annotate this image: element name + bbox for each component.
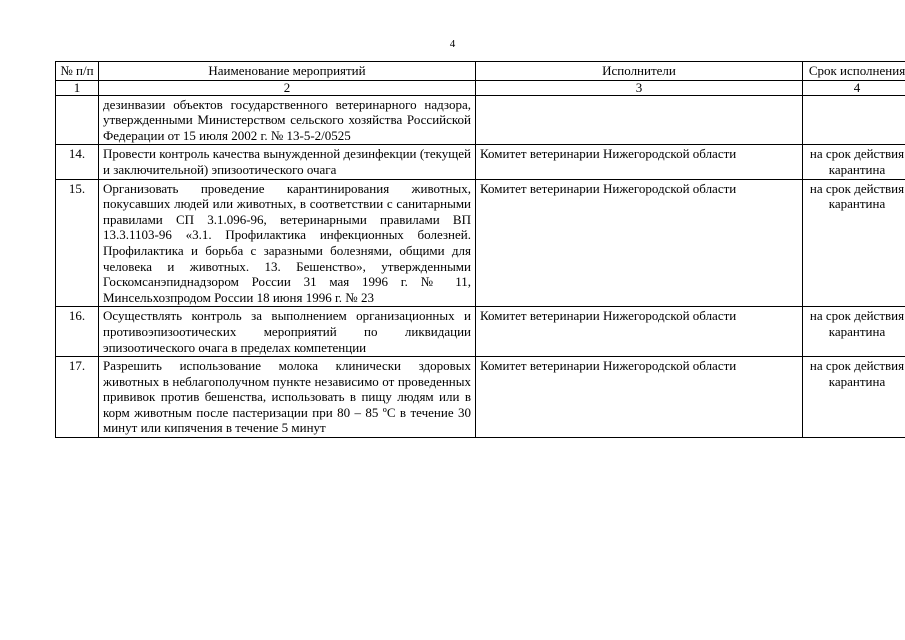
column-number: 3 xyxy=(476,80,803,95)
row-measure: Организовать проведение карантинирования животных, покусавших людей или животных, в соответствии с санитарными правилами СП 3.1.096-96, ветеринарными правилами ВП 13.3.1103-96 «3.1. Профилактика инфекционных болезней. Профилактика и борьба с заразными болезнями, общими для человека и животных. 13. Бешенство», утвержденными Госкомсанэпиднадзором России 31 мая 1996 г. № 11, Минсельхозпродом России 18 июня 1996 г. № 23 xyxy=(99,179,476,307)
row-measure: Провести контроль качества вынужденной дезинфекции (текущей и заключительной) эпизоотического очага xyxy=(99,145,476,179)
row-executor: Комитет ветеринарии Нижегородской области xyxy=(476,179,803,307)
row-number: 16. xyxy=(56,307,99,357)
row-number xyxy=(56,95,99,145)
header-deadline: Срок исполнения xyxy=(803,62,905,81)
page-number: 4 xyxy=(449,38,456,50)
table-row xyxy=(56,145,905,179)
row-measure: Осуществлять контроль за выполнением организационных и противоэпизоотических мероприятий по ликвидации эпизоотического очага в пределах компетенции xyxy=(99,307,476,357)
measures-table xyxy=(55,61,905,438)
table-row xyxy=(56,307,905,357)
row-deadline: на срок действия карантина xyxy=(803,307,905,357)
column-number: 4 xyxy=(803,80,905,95)
row-deadline xyxy=(803,95,905,145)
row-deadline: на срок действия карантина xyxy=(803,179,905,307)
table-row xyxy=(56,179,905,307)
table-row xyxy=(56,357,905,438)
header-executors: Исполнители xyxy=(476,62,803,81)
column-numbers-row xyxy=(56,80,905,95)
row-measure: дезинвазии объектов государственного ветеринарного надзора, утвержденными Министерством сельского хозяйства Российской Федерации от 15 июля 2002 г. № 13-5-2/0525 xyxy=(99,95,476,145)
table-row xyxy=(56,95,905,145)
header-number: № п/п xyxy=(56,62,99,81)
row-executor: Комитет ветеринарии Нижегородской области xyxy=(476,357,803,438)
row-number: 14. xyxy=(56,145,99,179)
row-deadline: на срок действия карантина xyxy=(803,145,905,179)
column-number: 1 xyxy=(56,80,99,95)
row-number: 17. xyxy=(56,357,99,438)
header-measures: Наименование мероприятий xyxy=(99,62,476,81)
row-executor xyxy=(476,95,803,145)
row-number: 15. xyxy=(56,179,99,307)
row-measure: Разрешить использование молока клинически здоровых животных в неблагополучном пункте независимо от проведенных прививок против бешенства, использовать в пищу людям или в корм животным после пастеризации при 80 – 85 ºС в течение 30 минут или кипячения в течение 5 минут xyxy=(99,357,476,438)
row-executor: Комитет ветеринарии Нижегородской области xyxy=(476,307,803,357)
table-header-row xyxy=(56,62,905,81)
column-number: 2 xyxy=(99,80,476,95)
row-executor: Комитет ветеринарии Нижегородской области xyxy=(476,145,803,179)
row-deadline: на срок действия карантина xyxy=(803,357,905,438)
